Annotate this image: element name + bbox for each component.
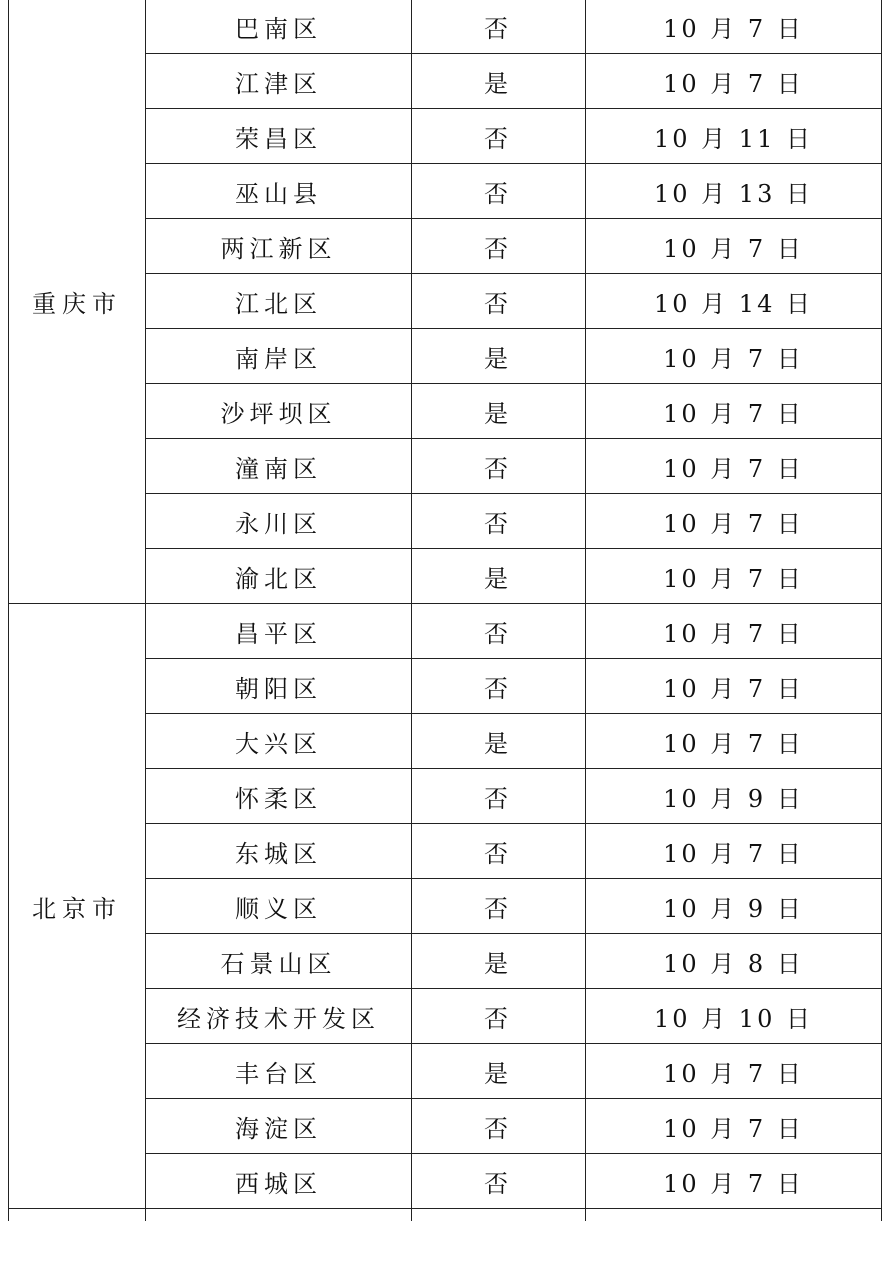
flag-cell: 否 (412, 1154, 586, 1209)
date-cell: 10 月 7 日 (586, 329, 882, 384)
flag-cell: 是 (412, 934, 586, 989)
district-cell: 沙坪坝区 (146, 384, 412, 439)
date-cell: 10 月 7 日 (586, 1154, 882, 1209)
table-row (9, 604, 882, 659)
flag-cell: 否 (412, 164, 586, 219)
district-cell: 经济技术开发区 (146, 989, 412, 1044)
table-body (9, 0, 882, 1221)
district-cell: 江津区 (146, 54, 412, 109)
date-cell: 10 月 14 日 (586, 274, 882, 329)
flag-cell: 否 (412, 1099, 586, 1154)
flag-cell: 是 (412, 384, 586, 439)
date-cell: 10 月 7 日 (586, 1044, 882, 1099)
flag-cell: 否 (412, 824, 586, 879)
district-table (8, 0, 882, 1221)
table-row-partial (9, 1209, 882, 1222)
district-cell: 两江新区 (146, 219, 412, 274)
date-cell: 10 月 7 日 (586, 824, 882, 879)
date-cell: 10 月 7 日 (586, 439, 882, 494)
date-cell: 10 月 7 日 (586, 604, 882, 659)
flag-cell: 是 (412, 54, 586, 109)
date-cell: 10 月 9 日 (586, 769, 882, 824)
district-cell: 巫山县 (146, 164, 412, 219)
flag-cell: 否 (412, 109, 586, 164)
empty-cell (586, 1209, 882, 1222)
district-cell: 渝北区 (146, 549, 412, 604)
city-cell: 北京市 (9, 604, 146, 1209)
date-cell: 10 月 7 日 (586, 54, 882, 109)
district-cell: 潼南区 (146, 439, 412, 494)
date-cell: 10 月 13 日 (586, 164, 882, 219)
date-cell: 10 月 7 日 (586, 494, 882, 549)
date-cell: 10 月 7 日 (586, 1099, 882, 1154)
date-cell: 10 月 7 日 (586, 714, 882, 769)
flag-cell: 否 (412, 219, 586, 274)
date-cell: 10 月 9 日 (586, 879, 882, 934)
flag-cell: 否 (412, 659, 586, 714)
date-cell: 10 月 7 日 (586, 219, 882, 274)
flag-cell: 是 (412, 549, 586, 604)
flag-cell: 否 (412, 439, 586, 494)
district-cell: 荣昌区 (146, 109, 412, 164)
date-cell: 10 月 7 日 (586, 0, 882, 54)
flag-cell: 否 (412, 604, 586, 659)
flag-cell: 否 (412, 989, 586, 1044)
flag-cell: 是 (412, 1044, 586, 1099)
district-cell: 江北区 (146, 274, 412, 329)
flag-cell: 否 (412, 494, 586, 549)
district-cell: 西城区 (146, 1154, 412, 1209)
district-cell: 南岸区 (146, 329, 412, 384)
district-cell: 朝阳区 (146, 659, 412, 714)
district-cell: 海淀区 (146, 1099, 412, 1154)
flag-cell: 是 (412, 329, 586, 384)
district-cell: 丰台区 (146, 1044, 412, 1099)
district-cell: 昌平区 (146, 604, 412, 659)
district-cell: 永川区 (146, 494, 412, 549)
date-cell: 10 月 7 日 (586, 659, 882, 714)
flag-cell: 否 (412, 0, 586, 54)
date-cell: 10 月 7 日 (586, 384, 882, 439)
district-cell: 顺义区 (146, 879, 412, 934)
empty-cell (9, 1209, 146, 1222)
date-cell: 10 月 11 日 (586, 109, 882, 164)
district-cell: 巴南区 (146, 0, 412, 54)
city-cell: 重庆市 (9, 0, 146, 604)
flag-cell: 否 (412, 769, 586, 824)
district-cell: 石景山区 (146, 934, 412, 989)
district-cell: 大兴区 (146, 714, 412, 769)
date-cell: 10 月 7 日 (586, 549, 882, 604)
flag-cell: 是 (412, 714, 586, 769)
date-cell: 10 月 8 日 (586, 934, 882, 989)
district-cell: 东城区 (146, 824, 412, 879)
flag-cell: 否 (412, 274, 586, 329)
district-cell: 怀柔区 (146, 769, 412, 824)
date-cell: 10 月 10 日 (586, 989, 882, 1044)
table-row (9, 0, 882, 54)
empty-cell (412, 1209, 586, 1222)
flag-cell: 否 (412, 879, 586, 934)
empty-cell (146, 1209, 412, 1222)
